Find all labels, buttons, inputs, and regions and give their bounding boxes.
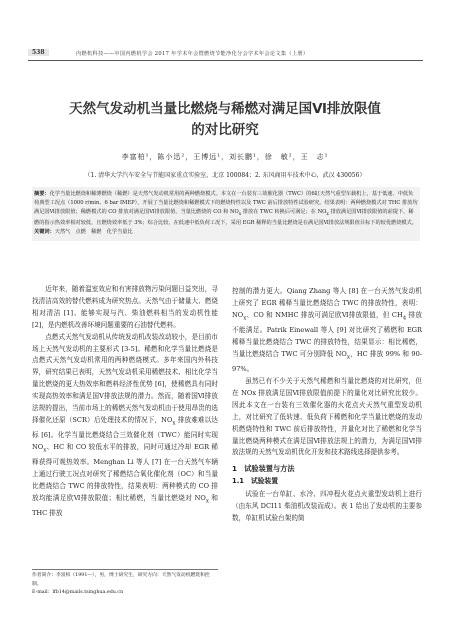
page-number: 538 bbox=[28, 49, 49, 56]
abstract-label: 摘要： bbox=[34, 191, 50, 197]
paper-title-line1: 天然气发动机当量比燃烧与稀燃对满足国Ⅵ排放限值 bbox=[69, 101, 381, 117]
right-column bbox=[232, 286, 422, 525]
keywords: 天然气 点燃 稀燃 化学当量比 bbox=[54, 229, 133, 236]
footnote bbox=[32, 569, 218, 598]
section-heading-1: 1 试验装置与方法 bbox=[232, 464, 295, 474]
paragraph-intro-1: 近年来，随着温室效应和有害排放物污染问题日益突出，寻找清洁高效的替代燃料成为研究热点。天然气由于储量大、燃烧相对清洁 [1]、能够实现与汽、柴油燃料相当的发动机性能 [2]，是内燃机改善环境问题重要的石油替代燃料。 bbox=[32, 285, 218, 329]
abstract-text: 化学当量比燃烧和稀薄燃烧（稀燃）是天然气发动机常用的两种燃烧模式。本文在一台装有三效催化器（TWC）的6缸天然气重型车载机上，基于低速、中低负荷典型工况点（1000 r/min、6 bar IMEP），开展了当量比燃烧和稀燃模式下的燃烧特性以及 TWC 前后排放特性试验研究。结果表明：两种燃烧模式对 THC 排放均满足国Ⅵ排放限值；稀燃模式的 CO 排放对满足国Ⅵ排放限值，当量比燃烧的 CO 和 NO bbox=[34, 191, 418, 216]
author-bio: 作者简介：李富柏（1991—），男，博士研究生，研究方向：天然气发动机燃烧和控制。 bbox=[32, 573, 210, 587]
author-list: 李富柏¹，陈小迅²，王博远¹，刘长鹏¹，徐 敏²，王 志¹ bbox=[121, 153, 329, 161]
paragraph-setup: 试验在一台单缸、水冷、四冲程火花点火重型发动机上进行（由东风 DCI11 柴油机改装而成）。表 1 给出了发动机的主要参数，单缸机试验台架的简 bbox=[232, 490, 422, 522]
abstract-text-3: 排放满足国Ⅵ排放限值的前提下，稀燃的指示热效率相对较低，且燃烧效率低于 3%；综合比较，在低速中低负荷工况下，采用 EGR 稀释的当量比燃烧是在满足国Ⅵ排放法规限值目标下的较优燃烧模式。 bbox=[34, 209, 417, 227]
paragraph-right-2: 虽然已有不少关于天然气稀燃和当量比燃烧的对比研究，但在 NOx 排放满足国Ⅵ排放限值前提下的量化对比研究比较少。因此本文在一台装有三效催化器的火花点火天然气重型发动机上，对比研究了低转速、低负荷下稀燃和化学当量比燃烧的发动机燃烧特性和 TWC 前后排放特性，并量化对比了稀燃和化学当量比燃烧两种模式在满足国Ⅵ排放法规上的潜力，为满足国Ⅵ排放法规的天然气发动机优化开发和技术路线选择提供参考。 bbox=[232, 376, 422, 457]
affiliation: （1. 清华大学汽车安全与节能国家重点实验室，北京 100084；2. 东风商用车技术中心，武汉 430056） bbox=[84, 172, 366, 179]
subsection-heading-1-1: 1.1 试验装置 bbox=[232, 477, 279, 486]
abstract-text-2: 排放在 TWC 转换后可满足；在 NO bbox=[241, 209, 327, 216]
left-column bbox=[32, 284, 218, 520]
running-header bbox=[28, 48, 423, 61]
paragraph-right-1: 控制的潜力更大。Qiang Zhang 等人 [8] 在一台天然气发动机上研究了 EGR 稀释当量比燃烧结合 TWC 的排放特性，表明：$NO_x$、CO 和 NMHC 排放可满足欧Ⅵ排放限值，但 $CH_4$ 排放不能满足。Patrik Einewall 等人 [9] 对比研究了稀燃和 EGR 稀释当量比燃烧结合 TWC 的排放特性，结果显示：相比稀燃，当量比燃烧结合 TWC 可分别降低 $NO_x$，HC 排放 99% 和 90-97%。 bbox=[232, 287, 422, 374]
keywords-label: 关键词： bbox=[34, 229, 55, 236]
running-title: 内燃机科技——中国内燃机学会 2017 年学术年会暨燃烧节能净化分会学术年会论文集（上册） bbox=[76, 51, 309, 57]
paragraph-intro-2: 点燃式天然气发动机从传统发动机改装改动较小，是目前市场上天然气发动机的主要形式 [3-5]。稀燃和化学当量比燃烧是点燃式天然气发动机常用的两种燃烧模式。多年来国内外科技界，研究结果已表明，天然气发动机采用稀燃技术、相比化学当量比燃烧的更大热效率和燃料经济性优势 [6]，使稀燃具有同时实现高热效率和满足国Ⅴ排放法规的潜力。然而，随着国Ⅵ排放法规的提出，当前市场上的稀燃天然气发动机由于使用昂贵的选择催化还原（SCR）后处理技术的情况下，$NO_x$ 排放难难以达标 [6]。化学当量比燃烧结合三效催化剂（TWC）能同时实现 $NO_x$、HC 和 CO 较低水平的排放，同时可通过冷却 EGR 稀释获得可观热效率。Menghan Li 等人 [7] 在一台天然气车辆上通过行驶工况点对研究了稀燃结合氧化催化剂（OC）和当量比燃烧结合 TWC 的排放特性，结果表明：两种模式的 CO 排放均能满足欧Ⅵ排放限值；相比稀燃，当量比燃烧对 $NO_x$ 和 THC 排放 bbox=[32, 332, 218, 518]
author-email: E-mail：lfb14@mails.tsinghua.edu.cn bbox=[32, 590, 124, 595]
paper-title-line2: 的对比研究 bbox=[191, 122, 259, 138]
abstract-box: 摘要：化学当量比燃烧和稀薄燃烧（稀燃）是天然气发动机常用的两种燃烧模式。本文在一台装有三效催化器（TWC）的6缸天然气重型车载机上，基于低速、中低负荷典型工况点（1000 r/min、6 bar IMEP），开展了当量比燃烧和稀燃模式下的燃烧特性以及 TWC 前后排放特性试验研究。结果表明：两种燃烧模式对 THC 排放均满足国Ⅵ排放限值；稀燃模式的 CO 排放对满足国Ⅵ排放限值，当量比燃烧的 CO 和 $NO_x$ 排放在 TWC 转换后可满足；在 $NO_x$ 排放满足国Ⅵ排放限值的前提下，稀燃的指示热效率相对较低，且燃烧效率低于 3%；综合比较，在低速中低负荷工况下，采用 EGR 稀释的当量比燃烧是在满足国Ⅵ排放法规限值目标下的较优燃烧模式。 关键词：天然气 点燃 稀燃 化学当量比 bbox=[32, 187, 420, 241]
